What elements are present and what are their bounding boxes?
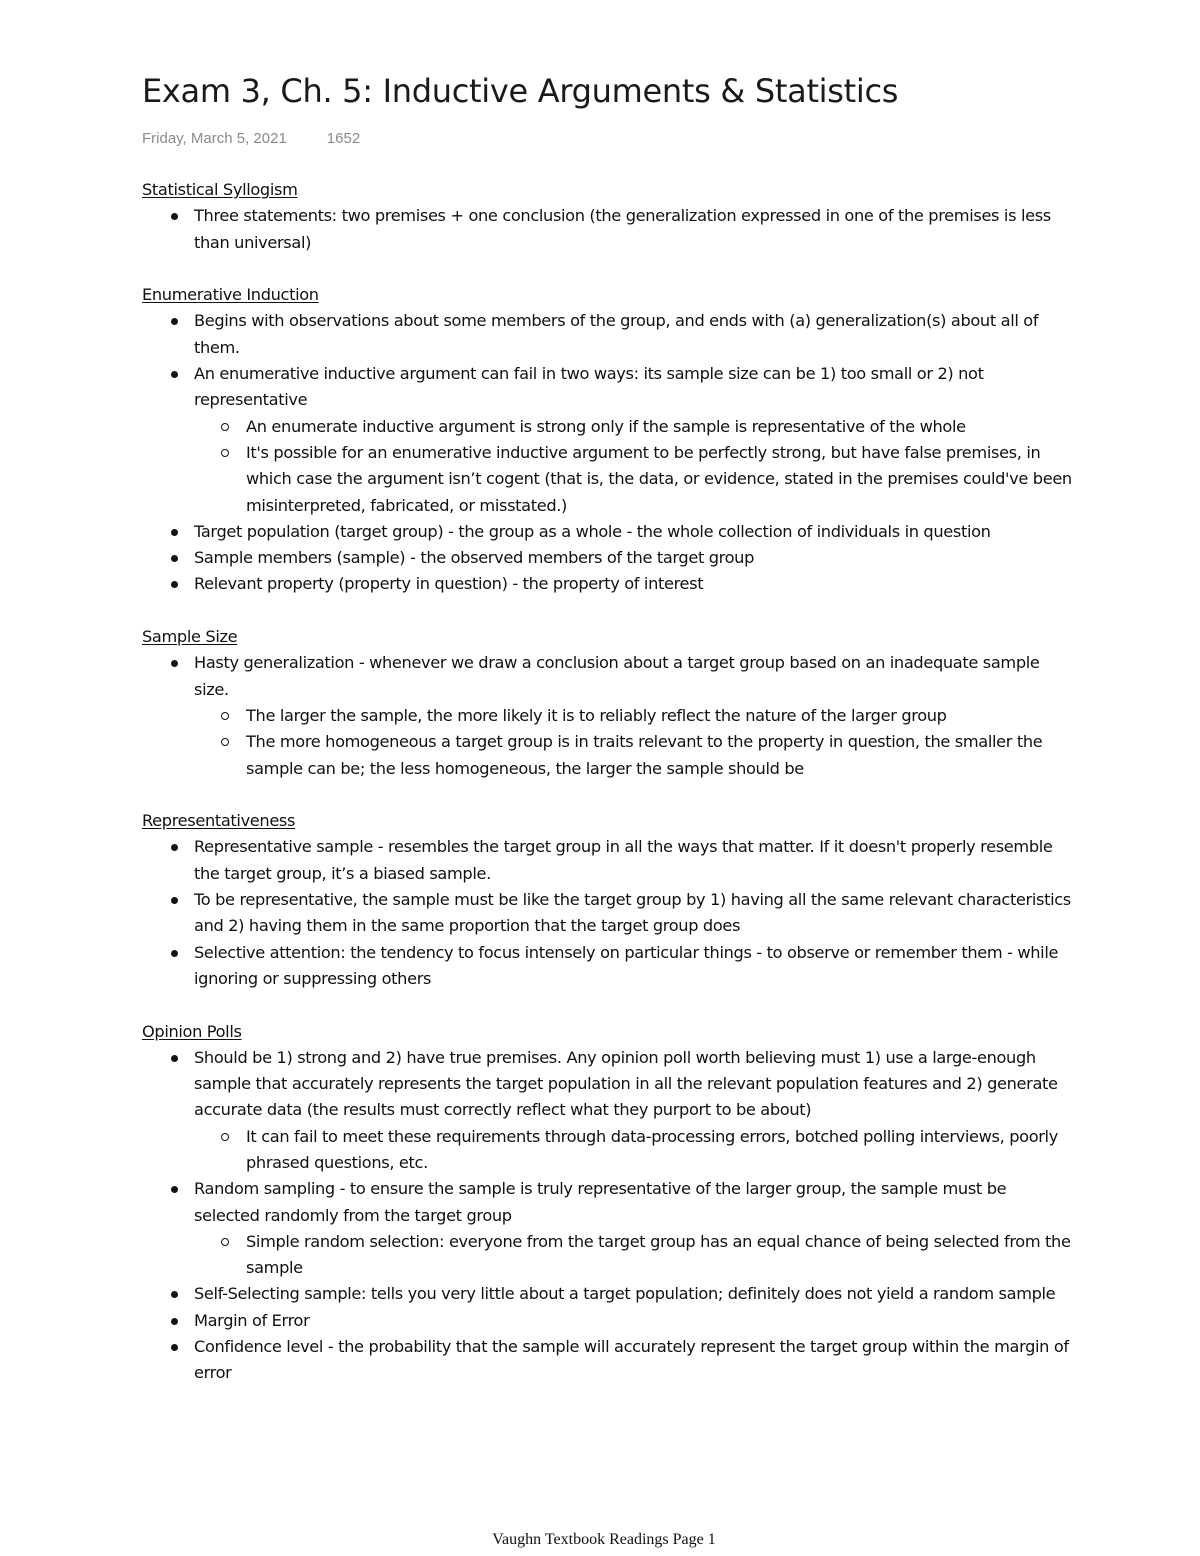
section-heading: Representativeness xyxy=(142,811,296,831)
page-meta xyxy=(142,130,360,147)
section-opinion-polls xyxy=(142,1019,1072,1387)
sub-list-item: It's possible for an enumerative inductive argument to be perfectly strong, but have false premises, in which case the argument isn’t cogent (that is, the data, or evidence, stated in the premises could've been misinterpreted, fabricated, or misstated.) xyxy=(142,440,1072,519)
list-item: Confidence level - the probability that the sample will accurately represent the target group within the margin of error xyxy=(142,1334,1072,1387)
list-item: Self-Selecting sample: tells you very little about a target population; definitely does not yield a random sample xyxy=(142,1281,1072,1307)
section-heading: Statistical Syllogism xyxy=(142,180,298,199)
sub-list-item: An enumerate inductive argument is strong only if the sample is representative of the whole xyxy=(142,414,1072,440)
section-enumerative-induction xyxy=(142,282,1072,598)
sub-list-item: Simple random selection: everyone from the target group has an equal chance of being selected from the sample xyxy=(142,1229,1072,1282)
sub-list-item: The more homogeneous a target group is in traits relevant to the property in question, the smaller the sample can be; the less homogeneous, the larger the sample should be xyxy=(142,729,1072,782)
list-item: Margin of Error xyxy=(142,1308,1072,1334)
list-item: An enumerative inductive argument can fail in two ways: its sample size can be 1) too small or 2) not representative xyxy=(142,361,1072,414)
bullet-list xyxy=(142,834,1072,992)
page-footer: Vaughn Textbook Readings Page 1 xyxy=(492,1531,716,1548)
sub-list-item: It can fail to meet these requirements through data-processing errors, botched polling interviews, poorly phrased questions, etc. xyxy=(142,1124,1072,1177)
sub-list-item: The larger the sample, the more likely it is to reliably reflect the nature of the larger group xyxy=(142,703,1072,729)
page-date: Friday, March 5, 2021 xyxy=(142,130,287,147)
section-sample-size xyxy=(142,624,1072,782)
list-item: Hasty generalization - whenever we draw a conclusion about a target group based on an inadequate sample size. xyxy=(142,650,1072,703)
section-heading: Opinion Polls xyxy=(142,1021,242,1041)
page-time: 1652 xyxy=(326,130,361,147)
page-title: Exam 3, Ch. 5: Inductive Arguments & Statistics xyxy=(142,72,899,110)
section-heading: Enumerative Induction xyxy=(142,285,319,305)
list-item: Sample members (sample) - the observed members of the target group xyxy=(142,545,1072,571)
list-item: Should be 1) strong and 2) have true premises. Any opinion poll worth believing must 1) use a large-enough sample that accurately represents the target population in all the relevant population features and 2) generate accurate data (the results must correctly reflect what they purport to be about) xyxy=(142,1045,1072,1124)
notes-content xyxy=(142,177,1072,1413)
section-representativeness xyxy=(142,808,1072,992)
list-item: To be representative, the sample must be like the target group by 1) having all the same relevant characteristics and 2) having them in the same proportion that the target group does xyxy=(142,887,1072,940)
section-statistical-syllogism xyxy=(142,177,1072,256)
bullet-list xyxy=(142,308,1072,597)
bullet-list xyxy=(142,1045,1072,1387)
list-item: Representative sample - resembles the target group in all the ways that matter. If it doesn't properly resemble the target group, it’s a biased sample. xyxy=(142,834,1072,887)
list-item: Target population (target group) - the group as a whole - the whole collection of individuals in question xyxy=(142,519,1072,545)
list-item: Begins with observations about some members of the group, and ends with (a) generalization(s) about all of them. xyxy=(142,308,1072,361)
list-item: Random sampling - to ensure the sample is truly representative of the larger group, the sample must be selected randomly from the target group xyxy=(142,1176,1072,1229)
list-item: Three statements: two premises + one conclusion (the generalization expressed in one of the premises is less than universal) xyxy=(142,203,1072,256)
section-heading: Sample Size xyxy=(142,627,238,647)
list-item: Selective attention: the tendency to focus intensely on particular things - to observe or remember them - while ignoring or suppressing others xyxy=(142,940,1072,993)
bullet-list xyxy=(142,650,1072,781)
list-item: Relevant property (property in question) - the property of interest xyxy=(142,571,1072,597)
bullet-list xyxy=(142,203,1072,256)
